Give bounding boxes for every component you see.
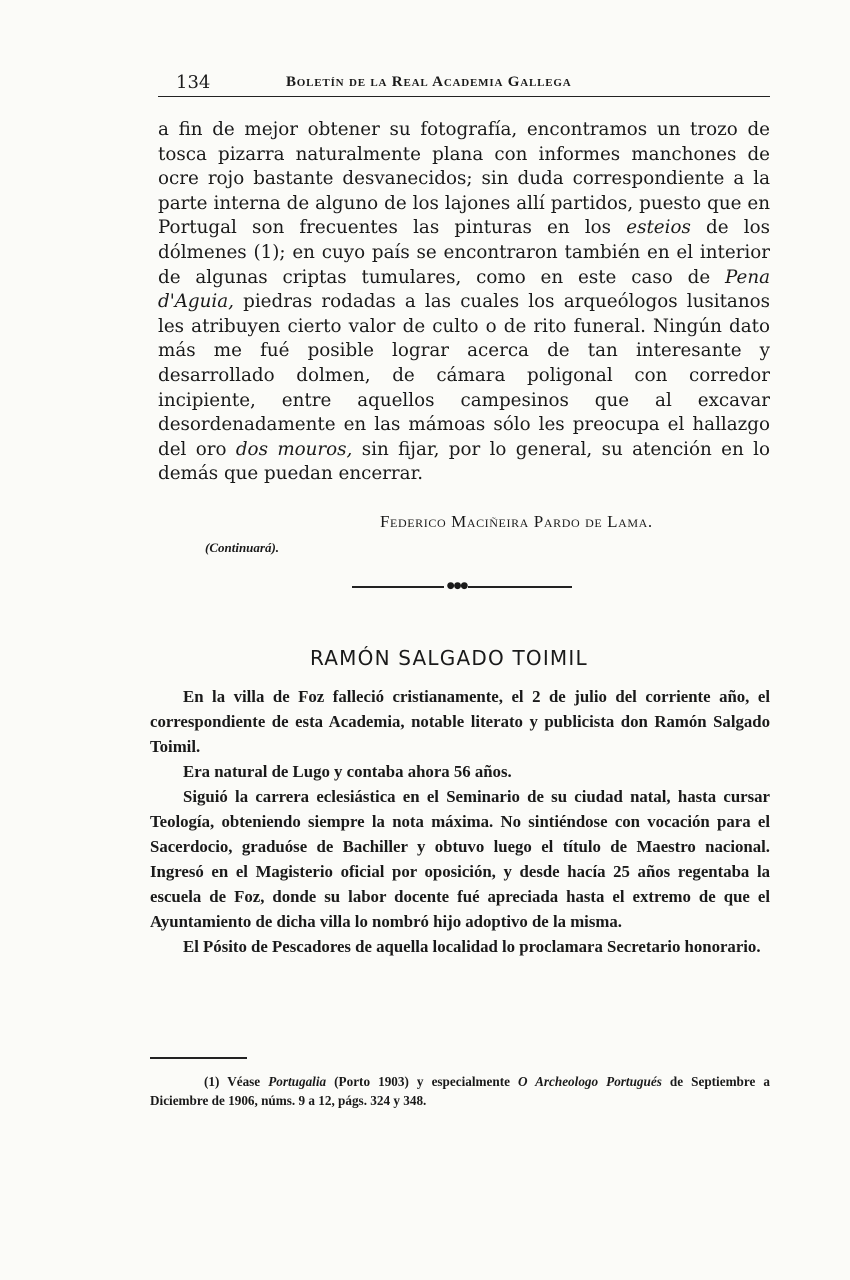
page-number: 134 (176, 72, 211, 93)
text-run: de los dólmenes (1); en cuyo país se encontraron también en el interior de algunas criptas tumulares, como en este caso de (158, 217, 770, 288)
italic-title: Portugalia (268, 1074, 327, 1089)
article-conclusion-paragraph (158, 118, 770, 487)
footnote (150, 1072, 770, 1110)
text-run: sin fijar, por lo general, su atención en lo demás que puedan encerrar. (158, 438, 770, 485)
footnote-divider (150, 1057, 247, 1059)
italic-term: dos mouros, (235, 438, 353, 460)
obituary-paragraph: Siguió la carrera eclesiástica en el Seminario de su ciudad natal, hasta cursar Teología, obteniendo siempre la nota máxima. No sintiéndose con vocación para el Sacerdocio, graduóse de Bachiller y obtuvo luego el título de Maestro nacional. Ingresó en el Magisterio oficial por oposición, y desde hacía 25 años regentaba la escuela de Foz, donde su labor docente fué apreciada hasta el extremo de que el Ayuntamiento de dicha villa lo nombró hijo adoptivo de la misma. (150, 787, 770, 931)
separator-line-right (468, 586, 572, 588)
italic-term: Pena d'Aguia, (158, 266, 770, 313)
separator-ornament: ●●● (446, 581, 468, 591)
text-run: a fin de mejor obtener su fotografía, encontramos un trozo de tosca pizarra naturalmente plana con informes manchones de ocre rojo bastante desvanecidos; sin duda correspondiente a la parte interna de alguno de los lajones allí partidos, puesto que en Portugal son frecuentes las pinturas en los (158, 119, 770, 239)
text-run: de Septiembre a Diciembre de 1906, núms. 9 a 12, págs. 324 y 348. (150, 1074, 771, 1108)
italic-term: esteios (626, 217, 691, 239)
page-header (158, 66, 770, 97)
text-run: piedras rodadas a las cuales los arqueólogos lusitanos les atribuyen cierto valor de culto o de rito funeral. Ningún dato más me fué posible lograr acerca de tan interesante y desarrollado dolmen, de cámara poligonal con corredor incipiente, entre aquellos campesinos que al excavar desordenadamente en las mámoas sólo les preocupa el hallazgo del oro (158, 291, 770, 460)
obituary-paragraph: En la villa de Foz falleció cristianamente, el 2 de julio del corriente año, el correspondiente de esta Academia, notable literato y publicista don Ramón Salgado Toimil. (150, 687, 770, 756)
italic-title: O Archeologo Portugués (518, 1074, 662, 1089)
obituary-body (150, 684, 770, 959)
continued-note: (Continuará). (205, 540, 280, 555)
obituary-paragraph: El Pósito de Pescadores de aquella localidad lo proclamara Secretario honorario. (183, 937, 761, 956)
text-run: (Porto 1903) y especialmente (326, 1074, 518, 1089)
obituary-title: RAMÓN SALGADO TOIMIL (310, 646, 588, 670)
section-separator (352, 580, 572, 592)
running-title: Boletín de la Real Academia Gallega (286, 74, 572, 90)
text-run: (1) Véase (204, 1074, 269, 1089)
obituary-paragraph: Era natural de Lugo y contaba ahora 56 años. (183, 762, 512, 781)
separator-line-left (352, 586, 444, 588)
author-signature: Federico Maciñeira Pardo de Lama. (380, 512, 653, 531)
